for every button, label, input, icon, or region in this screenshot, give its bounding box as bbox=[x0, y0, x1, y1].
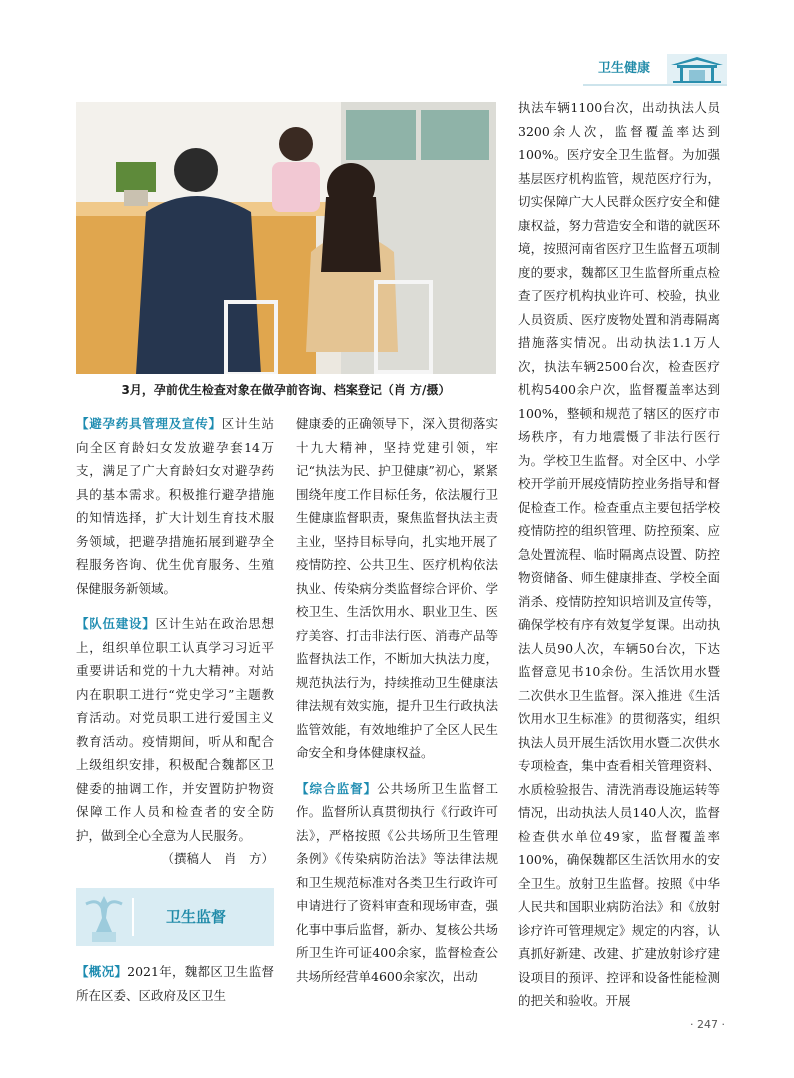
left-column-bottom bbox=[76, 960, 274, 1007]
middle-column bbox=[296, 412, 498, 988]
para-comprehensive-cont: 执法车辆1100台次，出动执法人员3200余人次，监督覆盖率达到100%。医疗安全卫生监督。为加强基层医疗机构监管，规范医疗行为，切实保障广大人民群众医疗安全和健康权益，努力营造安全和谐的就医环境，按照河南省医疗卫生监督五项制度的要求，魏都区卫生监督所重点检查了医疗机构执业许可、校验，执业人员资质、医疗废物处置和消毒隔离措施落实情况。出动执法1.1万人次，执法车辆2500台次，检查医疗机构5400余户次，监督覆盖率达到100%，整顿和规范了辖区的医疗市场秩序，有力地震慑了非法行医行为。学校卫生监督。对全区中、小学校开学前开展疫情防控业务指导和督促检查工作。检查重点主要包括学校疫情防控的组织管理、防控预案、应急处置流程、临时隔离点设置、防控物资储备、师生健康排查、学校全面消杀、疫情防控知识培训及宣传等，确保学校有序有效复学复课。出动执法人员90人次，车辆50台次，下达监督意见书10余份。生活饮用水暨二次供水卫生监督。深入推进《生活饮用水卫生标准》的贯彻落实，组织执法人员开展生活饮用水暨二次供水专项检查，集中查看相关管理资料、水质检验报告、清洗消毒设施运转等情况，出动执法人员140人次，监督检查供水单位49家，监督覆盖率100%，确保魏都区生活饮用水的安全卫生。放射卫生监督。按照《中华人民共和国职业病防治法》和《放射诊疗许可管理规定》规定的内容，认真抓好新建、改建、扩建放射诊疗建设项目的预评、控评和设备性能检测的把关和验收。开展 bbox=[518, 100, 720, 1008]
para-contraceptive: 区计生站向全区育龄妇女发放避孕套14万支，满足了广大育龄妇女对避孕药具的基本需求。积极推行避孕措施的知情选择，扩大计划生育技术服务领域，把避孕措施拓展到避孕全程服务咨询、优生优育服务、生殖保健服务新领域。 bbox=[76, 416, 274, 596]
para-overview-cont: 健康委的正确领导下，深入贯彻落实十九大精神，坚持党建引领，牢记“执法为民、护卫健康”初心，紧紧围绕年度工作目标任务，依法履行卫生健康监督职责，聚焦监督执法主责主业，坚持目标导向，扎实地开展了疫情防控、公共卫生、医疗机构依法执业、传染病分类监督综合评价、学校卫生、生活饮用水、职业卫生、医疗美容、打击非法行医、消毒产品等监督执法工作，不断加大执法力度，规范执法行为，持续推动卫生健康法律法规有效实施，提升卫生行政执法监管效能，有效地维护了全区人民生命安全和身体健康权益。 bbox=[296, 416, 498, 760]
para-comprehensive: 公共场所卫生监督工作。监督所认真贯彻执行《行政许可法》，严格按照《公共场所卫生管理条例》《传染病防治法》等法律法规和卫生规范标准对各类卫生行政许可申请进行了资料审查和现场审查，强化事中事后监督，新办、复核公共场所卫生许可证400余家，监督检查公共场所经营单4600余家次，出动 bbox=[296, 780, 498, 984]
right-column bbox=[518, 96, 720, 1013]
section-divider bbox=[132, 898, 134, 936]
tag-team-building: 【队伍建设】 bbox=[76, 616, 156, 631]
header-rule bbox=[583, 84, 727, 86]
section-header-label: 卫生健康 bbox=[597, 61, 650, 76]
statue-icon bbox=[78, 888, 130, 946]
section-title-box bbox=[76, 888, 274, 946]
pavilion-icon bbox=[667, 54, 727, 84]
section-title: 卫生监督 bbox=[166, 908, 227, 926]
tag-contraceptive: 【避孕药具管理及宣传】 bbox=[76, 416, 222, 431]
para-overview: 2021年，魏都区卫生监督所在区委、区政府及区卫生 bbox=[76, 964, 274, 1003]
para-team-building: 区计生站在政治思想上，组织单位职工认真学习习近平重要讲话和党的十九大精神。对站内在职职工进行“党史学习”主题教育活动。对党员职工进行爱国主义教育活动。疫情期间，听从和配合上级组织安排，积极配合魏都区卫健委的抽调工作，并安置防护物资保障工作人员和检查者的安全防护，做到全心全意为人民服务。 bbox=[76, 616, 274, 843]
photo-caption: 3月，孕前优生检查对象在做孕前咨询、档案登记（肖 方/摄） bbox=[121, 383, 451, 397]
section-header bbox=[583, 54, 727, 84]
byline: （撰稿人 肖 方） bbox=[161, 851, 274, 866]
consultation-photo bbox=[76, 102, 496, 374]
page-number: · 247 · bbox=[690, 1018, 725, 1031]
tag-overview: 【概况】 bbox=[76, 964, 128, 979]
left-column bbox=[76, 412, 274, 871]
tag-comprehensive: 【综合监督】 bbox=[296, 780, 378, 796]
